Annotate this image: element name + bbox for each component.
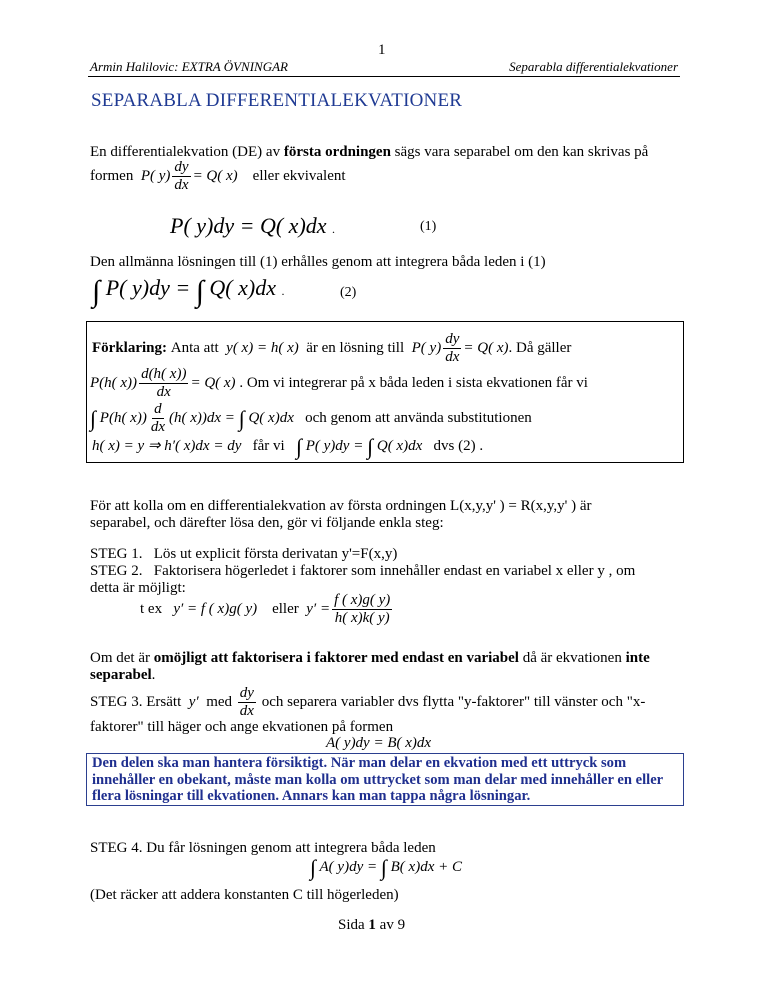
equation-2: ∫ P( y)dy = ∫ Q( x)dx . bbox=[92, 275, 285, 308]
steg-4-note: (Det räcker att addera konstanten C till högerleden) bbox=[90, 887, 399, 903]
explanation-line-3: ∫ P(h( x)) $\frac{d}{dx}$ (h( x))dx = ∫ Q( x)dx och genom att använda substitutionen bbox=[90, 401, 532, 435]
header-right: Separabla differentialekvationer bbox=[509, 59, 678, 74]
page-title: SEPARABLA DIFFERENTIALEKVATIONER bbox=[91, 90, 463, 111]
header-rule bbox=[88, 76, 680, 77]
explanation-line-4: h( x) = y ⇒ h′( x)dx = dy får vi ∫ P( y)dy = ∫ Q( x)dx dvs (2) . bbox=[92, 434, 484, 459]
equation-2-label: (2) bbox=[340, 285, 357, 300]
explanation-line-1: Förklaring: Anta att y( x) = h( x) är en lösning till P( y) $\frac{dy}{dx}$ = Q( x). Då gäller bbox=[92, 331, 572, 365]
steg-3-line-1: STEG 3. Ersätt y′ med $\frac{dy}{dx}$ och separera variabler dvs flytta "y-faktorer" till vänster och "x- bbox=[90, 685, 646, 719]
steg-4: STEG 4. Du får lösningen genom att integrera båda leden bbox=[90, 840, 436, 856]
steg-2-line-2: detta är möjligt: bbox=[90, 580, 186, 596]
warning-box bbox=[86, 753, 684, 806]
steps-intro-line-1: För att kolla om en differentialekvation av första ordningen L(x,y,y' ) = R(x,y,y' ) är bbox=[90, 498, 592, 514]
page-number-top: 1 bbox=[378, 42, 386, 58]
separated-form: A( y)dy = B( x)dx bbox=[326, 735, 432, 751]
integral-solution: ∫ A( y)dy = ∫ B( x)dx + C bbox=[310, 855, 462, 880]
fraction-dy-dx: $\frac{dy}{dx}$ bbox=[174, 159, 189, 193]
warning-text: Den delen ska man hantera försiktigt. När man delar en ekvation med ett uttryck som innehåller en obekant, måste man kolla om uttrycket som man delar med innehåller en eller flera lösningar till ekvationen. Annars kan man tappa några lösningar. bbox=[92, 755, 663, 804]
steg-1: STEG 1. Lös ut explicit första derivatan y'=F(x,y) bbox=[90, 546, 398, 562]
formen-line: formen P( y) $\frac{dy}{dx}$ = Q( x) eller ekvivalent bbox=[90, 159, 346, 193]
steg-2-line-1: STEG 2. Faktorisera högerledet i faktorer som innehåller endast en variabel x eller y , om bbox=[90, 563, 636, 579]
equation-1: P( y)dy = Q( x)dx . bbox=[170, 213, 336, 238]
explanation-box bbox=[86, 321, 684, 463]
explanation-line-2: P(h( x)) $\frac{d(h( x))}{dx}$ = Q( x) . Om vi integrerar på x båda leden i sista ekvationen får vi bbox=[90, 366, 588, 400]
page-footer: Sida 1 av 9 bbox=[338, 917, 406, 933]
intro-paragraph: En differentialekvation (DE) av första ordningen sägs vara separabel om den kan skrivas på bbox=[90, 144, 649, 160]
header-left: Armin Halilovic: EXTRA ÖVNINGAR bbox=[90, 59, 288, 74]
non-separable-note: Om det är omöjligt att faktorisera i faktorer med endast en variabel då är ekvationen inte separabel. bbox=[90, 650, 650, 683]
steg-3-line-2: faktorer" till häger och ange ekvationen på formen bbox=[90, 719, 394, 735]
equation-1-label: (1) bbox=[420, 219, 437, 234]
factor-example: t ex y′ = f ( x)g( y) eller y′ = $\frac{f ( x)g( y)}{h( x)k( y)}$ bbox=[140, 592, 391, 626]
general-solution-text: Den allmänna lösningen till (1) erhålles genom att integrera båda leden i (1) bbox=[90, 254, 546, 270]
steps-intro-line-2: separabel, och därefter lösa den, gör vi följande enkla steg: bbox=[90, 515, 444, 531]
